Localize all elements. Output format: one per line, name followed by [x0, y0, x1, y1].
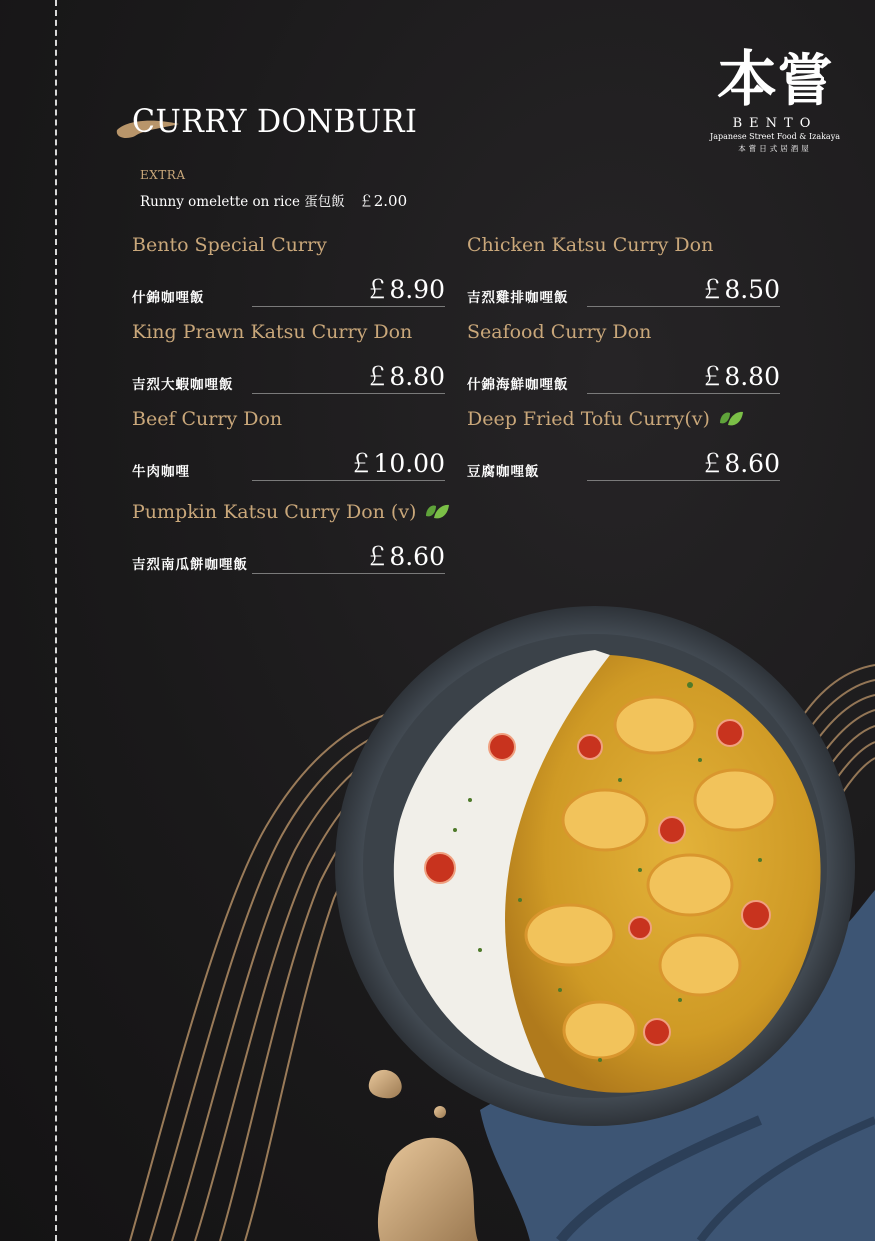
brand-logo [700, 36, 850, 154]
menu-item-divider [587, 393, 780, 394]
menu-item-name [467, 234, 713, 256]
menu-item-name-text: Seafood Curry Don [467, 321, 652, 343]
logo-char-1: 本 [717, 45, 777, 114]
menu-item-chinese: 吉烈大蝦咖哩飯 [132, 377, 234, 393]
menu-item-chinese: 什錦咖哩飯 [132, 290, 205, 306]
menu-item-price: ￡8.60 [699, 449, 780, 478]
menu-item-divider [252, 393, 445, 394]
menu-item-name-text: Deep Fried Tofu Curry(v) [467, 408, 710, 430]
menu-item-name [467, 408, 744, 430]
extra-item [140, 190, 407, 211]
extra-item-price: ￡2.00 [358, 192, 408, 210]
menu-item-name-text: Bento Special Curry [132, 234, 327, 256]
menu-item-name-text: Pumpkin Katsu Curry Don (v) [132, 501, 417, 523]
menu-item-name [132, 234, 327, 256]
menu-item-price: ￡8.80 [364, 362, 445, 391]
menu-item-divider [587, 480, 780, 481]
menu-item-chinese: 牛肉咖哩 [132, 464, 190, 480]
logo-name: BENTO [732, 116, 818, 131]
menu-item [467, 408, 780, 492]
menu-item-name [132, 501, 450, 523]
menu-item-name [467, 321, 651, 343]
logo-char-2: 嘗 [777, 48, 833, 114]
menu-item-chinese: 豆腐咖哩飯 [467, 464, 540, 480]
logo-chinese: 本嘗日式居酒屋 [738, 144, 812, 153]
menu-item-name [132, 408, 282, 430]
menu-item-price: ￡10.00 [348, 449, 445, 478]
leaf-icon [424, 502, 450, 522]
menu-item-price: ￡8.90 [364, 275, 445, 304]
menu-item-name [132, 321, 412, 343]
menu-item-name-text: Chicken Katsu Curry Don [467, 234, 714, 256]
menu-item-chinese: 吉烈雞排咖哩飯 [467, 290, 569, 306]
menu-item-divider [252, 480, 445, 481]
menu-item [132, 501, 445, 585]
logo-mark-icon [711, 36, 839, 114]
menu-item [132, 321, 445, 405]
menu-item [467, 321, 780, 405]
menu-item-price: ￡8.60 [364, 542, 445, 571]
menu-item-divider [587, 306, 780, 307]
menu-item [467, 234, 780, 318]
menu-item-name-text: Beef Curry Don [132, 408, 283, 430]
menu-item-chinese: 什錦海鮮咖哩飯 [467, 377, 569, 393]
menu-item [132, 408, 445, 492]
section-title: CURRY DONBURI [132, 102, 418, 140]
menu-item [132, 234, 445, 318]
menu-item-name-text: King Prawn Katsu Curry Don [132, 321, 413, 343]
logo-tagline: Japanese Street Food & Izakaya [709, 132, 840, 141]
extra-item-text: Runny omelette on rice 蛋包飯 [140, 194, 345, 210]
extra-label: EXTRA [140, 168, 186, 182]
menu-item-chinese: 吉烈南瓜餅咖哩飯 [132, 557, 248, 573]
leaf-icon [718, 409, 744, 429]
menu-item-divider [252, 573, 445, 574]
menu-item-price: ￡8.80 [699, 362, 780, 391]
menu-item-price: ￡8.50 [699, 275, 780, 304]
menu-item-divider [252, 306, 445, 307]
